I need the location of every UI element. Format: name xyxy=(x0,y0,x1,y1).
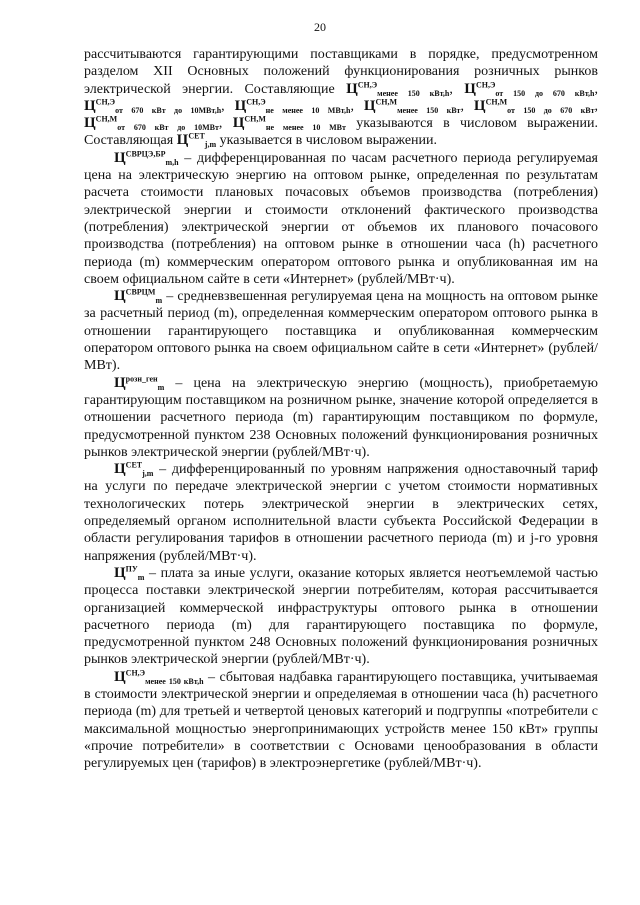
formula-symbol: $Ц^{ПУ}_m$ xyxy=(114,564,145,582)
page-number: 20 xyxy=(314,20,326,34)
formula-symbol: $Ц^{СН,Э}_{менее 150 кВт,h}$ xyxy=(114,668,204,686)
formula-symbol: $Ц^{СВРЦЭ,БР}_{m,h}$ xyxy=(114,149,179,167)
definition-paragraph xyxy=(84,288,598,374)
formula-symbol: $Ц^{СН,Э}_{от 150 до 670 кВт,h}$ xyxy=(464,80,595,98)
paragraph-text: указываются в числовом выражении. Составляющая xyxy=(84,116,599,149)
definition-text: – плата за иные услуги, оказание которых является неотъемлемой частью процесса поставки электрической энергии потребителям, которая рассчитывается организацией коммерческой инфраструктуры оптового рынка в отношении расчетного периода (m) для гарантирующего поставщика по формуле, предусмотренной пунктом 248 Основных положений функционирования розничных рынков электрической энергии (рублей/МВт·ч). xyxy=(84,565,598,668)
definition-text: – цена на электрическую энергию (мощность), приобретаемую гарантирующим поставщиком на розничном рынке, значение которой определяется в отношении расчетного периода (m) гарантирующим поставщиком по формуле, предусмотренной пунктом 238 Основных положений функционирования розничных рынков электрической энергии (рублей/МВт·ч). xyxy=(84,375,598,460)
definition-paragraph xyxy=(84,150,598,288)
formula-symbol: $Ц^{СН,Э}_{от 670 кВт до 10МВт,h}$ xyxy=(84,97,222,115)
formula-symbol: $Ц^{СН,М}_{от 670 кВт до 10МВт}$ xyxy=(84,114,219,132)
formula-symbol: $Ц^{СН,М}_{менее 150 кВт}$ xyxy=(363,97,461,115)
definition-text: – сбытовая надбавка гарантирующего поставщика, учитываемая в стоимости электрической энергии и определяемая в отношении часа (h) расчетного периода (m) для третьей и четвертой ценовых категорий и подгруппы «потребители с максимальной мощностью энергопринимающих устройств менее 150 кВт» группы «прочие потребители» в соответствии с Основами ценообразования в области регулируемых цен (тарифов) в электроэнергетике (рублей/МВт·ч). xyxy=(84,669,598,772)
definition-paragraph xyxy=(84,669,598,773)
formula-symbol: $Ц^{СЕТ}_{j,m}$ xyxy=(176,131,217,150)
paragraph-text: указывается в числовом выражении. xyxy=(219,133,438,149)
definition-paragraph xyxy=(84,375,598,461)
formula-symbol: $Ц^{СН,М}_{не менее 10 МВт}$ xyxy=(232,114,346,132)
definition-text: – дифференцированная по часам расчетного периода регулируемая цена на электрическую энергию на оптовом рынке, определенная по результатам расчета стоимости плановых почасовых объемов производства (потребления) электрической энергии и стоимости отклонений фактического производства (потребления) электрической энергии от объемов их планового почасового производства (потребления) на оптовом рынке в отношении часа (h) расчетного периода (m) коммерческим оператором оптового рынка и опубликованная им на своем официальном сайте в сети «Интернет» (рублей/МВт·ч). xyxy=(84,150,598,287)
paragraph-continuation: рассчитываются гарантирующими поставщиками в порядке, предусмотренном разделом XII Основных положений функционирования розничных рынков электрической энергии. Составляющие $Ц^{СН,Э}_{менее 150 кВт,h}$, $Ц^{СН,Э}_{от 150 до 670 кВт,h}$, $Ц^{СН,Э}_{от 670 кВт до 10МВт,h}$, $Ц^{СН,Э}_{не менее 10 МВт,h}$, $Ц^{СН,М}_{менее 150 кВт}$, $Ц^{СН,М}_{от 150 до 670 кВт}$, $Ц^{СН,М}_{от 670 кВт до 10МВт}$, $Ц^{СН,М}_{не менее 10 МВт}$ указываются в числовом выражении. Составляющая $Ц^{СЕТ}_{j,m}$ указывается в числовом выражении. xyxy=(84,47,599,150)
formula-symbol: $Ц^{СН,Э}_{не менее 10 МВт,h}$ xyxy=(234,97,351,115)
paragraph-text: рассчитываются гарантирующими поставщиками в порядке, предусмотренном разделом XII Основных положений функционирования розничных рынков электрической энергии. Составляющие xyxy=(84,47,598,97)
definition-paragraph xyxy=(84,565,598,669)
formula-symbol: $Ц^{СЕТ}_{j,m}$ xyxy=(114,460,154,478)
formula-symbol: $Ц^{СН,М}_{от 150 до 670 кВт}$ xyxy=(473,97,595,115)
definition-text: – средневзвешенная регулируемая цена на мощность на оптовом рынке за расчетный период (m), определенная коммерческим оператором оптового рынка в отношении гарантирующего поставщика и опубликованная коммерческим оператором оптового рынка на своем официальном сайте в сети «Интернет» (рублей/МВт). xyxy=(84,289,598,374)
formula-symbol: $Ц^{розн\_ген}_m$ xyxy=(114,374,165,392)
definition-paragraph xyxy=(84,461,598,565)
formula-symbol: $Ц^{СН,Э}_{менее 150 кВт,h}$ xyxy=(346,80,450,98)
formula-symbol: $Ц^{СВРЦМ}_m$ xyxy=(114,287,163,305)
page-content xyxy=(84,46,598,772)
definition-text: – дифференцированный по уровням напряжения одноставочный тариф на услуги по передаче электрической энергии с учетом стоимости нормативных технологических потерь электрической энергии в электрических сетях, определяемый органом исполнительной власти субъекта Российской Федерации в области регулирования тарифов в отношении расчетного периода (m) и j-го уровня напряжения (рублей/МВт·ч). xyxy=(84,462,598,564)
